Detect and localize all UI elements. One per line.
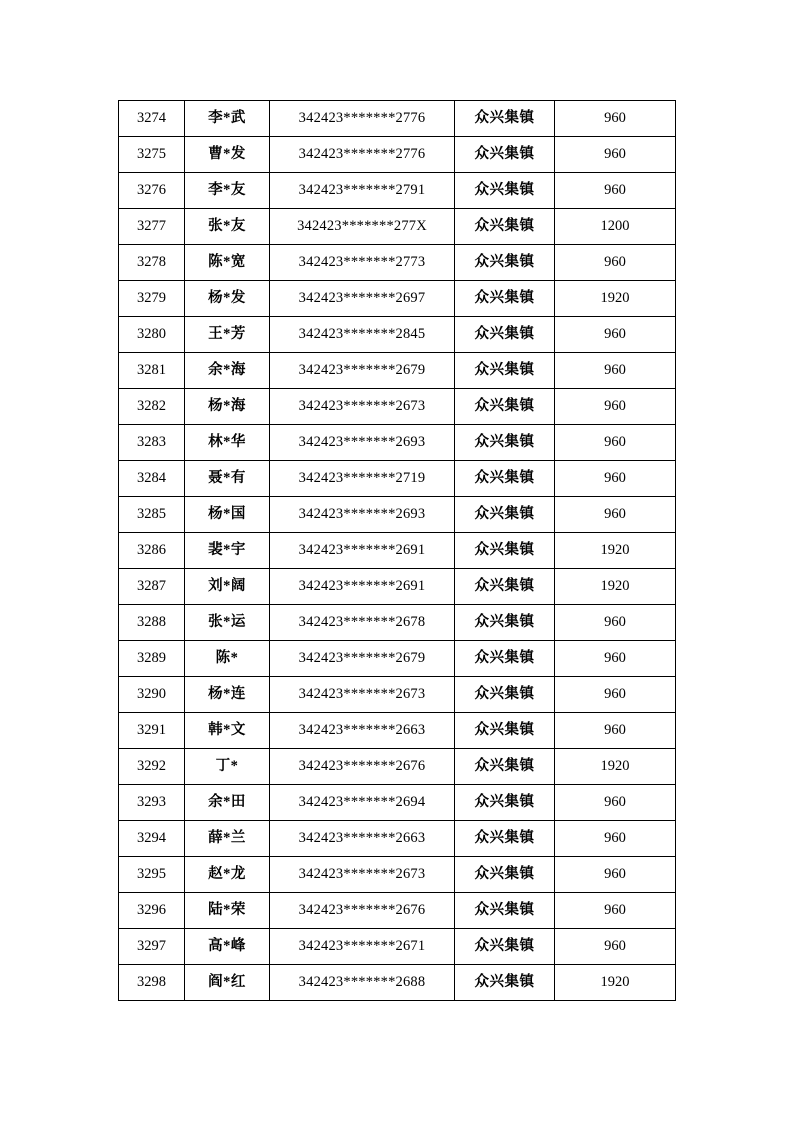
table-row <box>119 929 676 965</box>
cell-amount: 960 <box>555 173 676 209</box>
cell-name: 杨*国 <box>185 497 270 533</box>
cell-town: 众兴集镇 <box>455 965 555 1001</box>
table-row <box>119 461 676 497</box>
cell-id-number: 342423*******2697 <box>270 281 455 317</box>
cell-town: 众兴集镇 <box>455 821 555 857</box>
table-body <box>119 101 676 1001</box>
cell-amount: 1200 <box>555 209 676 245</box>
cell-id-number: 342423*******2663 <box>270 821 455 857</box>
table-row <box>119 137 676 173</box>
cell-index: 3276 <box>119 173 185 209</box>
cell-name: 林*华 <box>185 425 270 461</box>
table-row <box>119 497 676 533</box>
cell-id-number: 342423*******2673 <box>270 389 455 425</box>
cell-index: 3275 <box>119 137 185 173</box>
cell-name: 陈*宽 <box>185 245 270 281</box>
table-row <box>119 821 676 857</box>
cell-id-number: 342423*******2776 <box>270 101 455 137</box>
cell-name: 陆*荣 <box>185 893 270 929</box>
cell-town: 众兴集镇 <box>455 677 555 713</box>
cell-town: 众兴集镇 <box>455 353 555 389</box>
cell-id-number: 342423*******2694 <box>270 785 455 821</box>
cell-index: 3298 <box>119 965 185 1001</box>
cell-index: 3278 <box>119 245 185 281</box>
table-row <box>119 569 676 605</box>
cell-name: 李*武 <box>185 101 270 137</box>
table-row <box>119 317 676 353</box>
cell-name: 曹*发 <box>185 137 270 173</box>
cell-index: 3294 <box>119 821 185 857</box>
cell-town: 众兴集镇 <box>455 245 555 281</box>
cell-amount: 960 <box>555 605 676 641</box>
cell-index: 3297 <box>119 929 185 965</box>
cell-town: 众兴集镇 <box>455 605 555 641</box>
table-row <box>119 533 676 569</box>
table-row <box>119 353 676 389</box>
cell-index: 3277 <box>119 209 185 245</box>
table-row <box>119 641 676 677</box>
table-row <box>119 965 676 1001</box>
cell-name: 杨*海 <box>185 389 270 425</box>
cell-town: 众兴集镇 <box>455 389 555 425</box>
cell-name: 李*友 <box>185 173 270 209</box>
table-row <box>119 281 676 317</box>
cell-name: 杨*发 <box>185 281 270 317</box>
cell-name: 聂*有 <box>185 461 270 497</box>
cell-index: 3292 <box>119 749 185 785</box>
cell-amount: 960 <box>555 389 676 425</box>
cell-amount: 960 <box>555 317 676 353</box>
cell-amount: 960 <box>555 497 676 533</box>
cell-name: 赵*龙 <box>185 857 270 893</box>
cell-amount: 1920 <box>555 749 676 785</box>
cell-index: 3296 <box>119 893 185 929</box>
cell-index: 3291 <box>119 713 185 749</box>
cell-town: 众兴集镇 <box>455 857 555 893</box>
cell-index: 3281 <box>119 353 185 389</box>
cell-amount: 960 <box>555 893 676 929</box>
cell-id-number: 342423*******2791 <box>270 173 455 209</box>
cell-town: 众兴集镇 <box>455 173 555 209</box>
cell-name: 裴*宇 <box>185 533 270 569</box>
cell-town: 众兴集镇 <box>455 569 555 605</box>
table-row <box>119 209 676 245</box>
cell-name: 杨*连 <box>185 677 270 713</box>
cell-town: 众兴集镇 <box>455 713 555 749</box>
cell-index: 3295 <box>119 857 185 893</box>
cell-name: 高*峰 <box>185 929 270 965</box>
cell-id-number: 342423*******2676 <box>270 893 455 929</box>
table-row <box>119 389 676 425</box>
cell-id-number: 342423*******2693 <box>270 425 455 461</box>
cell-name: 张*友 <box>185 209 270 245</box>
table-row <box>119 173 676 209</box>
cell-id-number: 342423*******277X <box>270 209 455 245</box>
cell-town: 众兴集镇 <box>455 641 555 677</box>
table-row <box>119 101 676 137</box>
cell-amount: 960 <box>555 353 676 389</box>
cell-id-number: 342423*******2719 <box>270 461 455 497</box>
cell-town: 众兴集镇 <box>455 317 555 353</box>
cell-name: 阎*红 <box>185 965 270 1001</box>
cell-amount: 1920 <box>555 569 676 605</box>
table-row <box>119 857 676 893</box>
cell-id-number: 342423*******2679 <box>270 353 455 389</box>
cell-town: 众兴集镇 <box>455 929 555 965</box>
cell-id-number: 342423*******2691 <box>270 569 455 605</box>
cell-town: 众兴集镇 <box>455 281 555 317</box>
cell-name: 张*运 <box>185 605 270 641</box>
cell-amount: 960 <box>555 101 676 137</box>
cell-name: 薛*兰 <box>185 821 270 857</box>
cell-index: 3274 <box>119 101 185 137</box>
table-row <box>119 713 676 749</box>
cell-index: 3293 <box>119 785 185 821</box>
cell-index: 3289 <box>119 641 185 677</box>
cell-name: 王*芳 <box>185 317 270 353</box>
cell-id-number: 342423*******2688 <box>270 965 455 1001</box>
cell-index: 3285 <box>119 497 185 533</box>
cell-id-number: 342423*******2676 <box>270 749 455 785</box>
table-row <box>119 425 676 461</box>
cell-amount: 960 <box>555 137 676 173</box>
cell-id-number: 342423*******2845 <box>270 317 455 353</box>
cell-amount: 960 <box>555 641 676 677</box>
cell-id-number: 342423*******2773 <box>270 245 455 281</box>
cell-index: 3283 <box>119 425 185 461</box>
cell-id-number: 342423*******2678 <box>270 605 455 641</box>
cell-town: 众兴集镇 <box>455 425 555 461</box>
table-row <box>119 605 676 641</box>
cell-name: 刘*阔 <box>185 569 270 605</box>
cell-index: 3280 <box>119 317 185 353</box>
cell-name: 余*田 <box>185 785 270 821</box>
table-row <box>119 893 676 929</box>
cell-town: 众兴集镇 <box>455 749 555 785</box>
cell-amount: 1920 <box>555 281 676 317</box>
cell-id-number: 342423*******2663 <box>270 713 455 749</box>
cell-index: 3279 <box>119 281 185 317</box>
cell-town: 众兴集镇 <box>455 893 555 929</box>
cell-index: 3286 <box>119 533 185 569</box>
cell-town: 众兴集镇 <box>455 209 555 245</box>
cell-town: 众兴集镇 <box>455 785 555 821</box>
cell-town: 众兴集镇 <box>455 101 555 137</box>
cell-amount: 960 <box>555 677 676 713</box>
cell-amount: 960 <box>555 857 676 893</box>
table-row <box>119 749 676 785</box>
cell-id-number: 342423*******2691 <box>270 533 455 569</box>
cell-id-number: 342423*******2671 <box>270 929 455 965</box>
cell-index: 3290 <box>119 677 185 713</box>
cell-index: 3282 <box>119 389 185 425</box>
cell-town: 众兴集镇 <box>455 497 555 533</box>
table-row <box>119 677 676 713</box>
cell-index: 3287 <box>119 569 185 605</box>
cell-index: 3284 <box>119 461 185 497</box>
cell-town: 众兴集镇 <box>455 533 555 569</box>
cell-amount: 960 <box>555 929 676 965</box>
subsidy-table <box>118 100 676 1001</box>
cell-amount: 960 <box>555 821 676 857</box>
cell-amount: 1920 <box>555 965 676 1001</box>
cell-amount: 960 <box>555 425 676 461</box>
cell-name: 丁* <box>185 749 270 785</box>
cell-amount: 1920 <box>555 533 676 569</box>
cell-id-number: 342423*******2693 <box>270 497 455 533</box>
cell-id-number: 342423*******2673 <box>270 857 455 893</box>
cell-name: 陈* <box>185 641 270 677</box>
cell-amount: 960 <box>555 245 676 281</box>
cell-town: 众兴集镇 <box>455 461 555 497</box>
cell-id-number: 342423*******2673 <box>270 677 455 713</box>
table-row <box>119 785 676 821</box>
cell-name: 余*海 <box>185 353 270 389</box>
cell-amount: 960 <box>555 713 676 749</box>
cell-amount: 960 <box>555 785 676 821</box>
cell-id-number: 342423*******2679 <box>270 641 455 677</box>
cell-id-number: 342423*******2776 <box>270 137 455 173</box>
table-row <box>119 245 676 281</box>
cell-amount: 960 <box>555 461 676 497</box>
cell-index: 3288 <box>119 605 185 641</box>
cell-name: 韩*文 <box>185 713 270 749</box>
cell-town: 众兴集镇 <box>455 137 555 173</box>
